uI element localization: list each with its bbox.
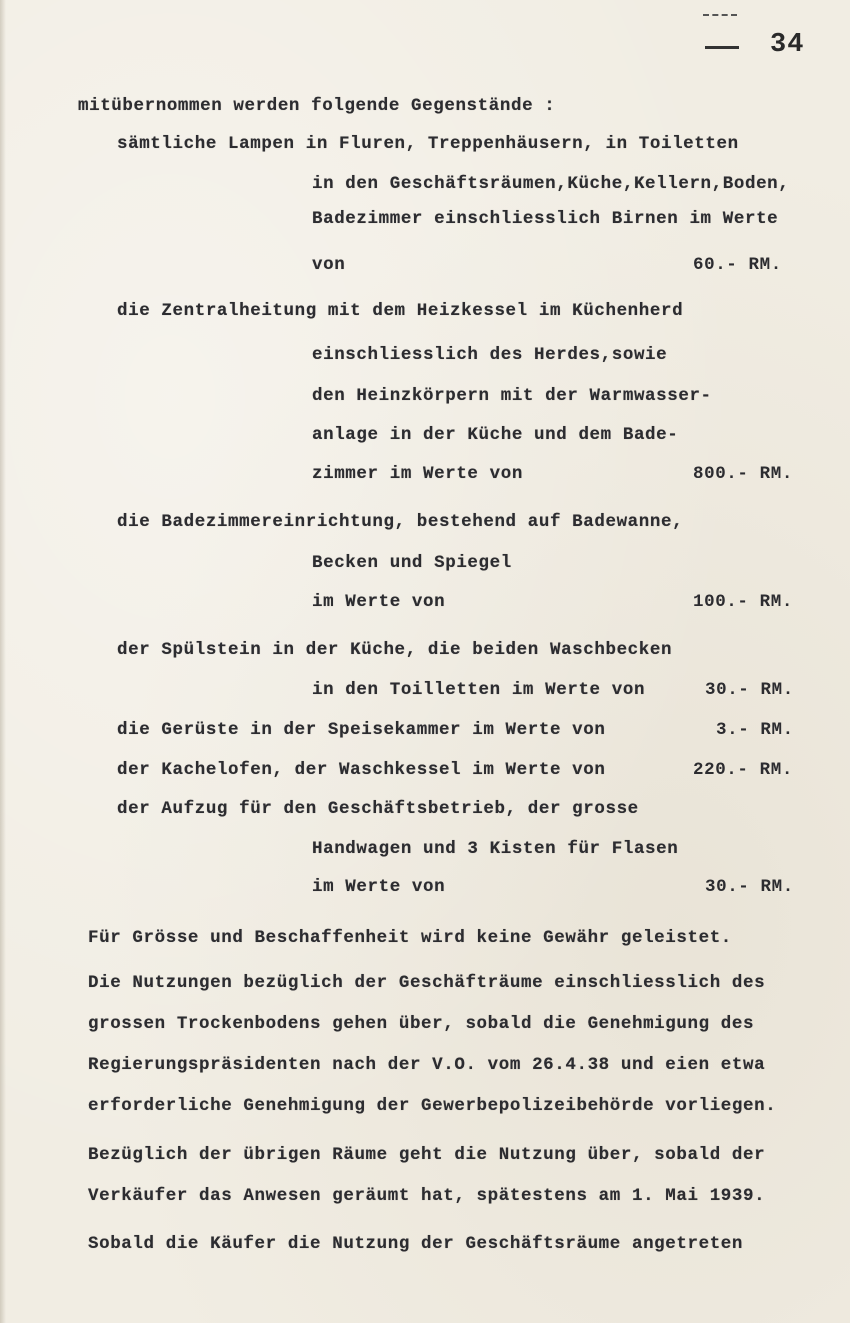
text-line: Verkäufer das Anwesen geräumt hat, spätestens am 1. Mai 1939. xyxy=(88,1186,766,1206)
text-line: einschliesslich des Herdes,sowie xyxy=(312,345,668,365)
text-line: sämtliche Lampen in Fluren, Treppenhäusern, in Toiletten xyxy=(117,134,739,154)
text-line: die Badezimmereinrichtung, bestehend auf Badewanne, xyxy=(117,512,684,532)
text-line: Für Grösse und Beschaffenheit wird keine Gewähr geleistet. xyxy=(88,928,732,948)
text-line: anlage in der Küche und dem Bade- xyxy=(312,425,679,445)
text-line: Handwagen und 3 Kisten für Flasen xyxy=(312,839,679,859)
text-line: in den Toilletten im Werte von xyxy=(312,680,646,700)
text-line: im Werte von xyxy=(312,592,446,612)
text-line: Sobald die Käufer die Nutzung der Geschäftsräume angetreten xyxy=(88,1234,744,1254)
text-line: grossen Trockenbodens gehen über, sobald die Genehmigung des xyxy=(88,1014,755,1034)
text-line: mitübernommen werden folgende Gegenstände : xyxy=(78,96,556,116)
text-line: der Kachelofen, der Waschkessel im Werte von xyxy=(117,760,606,780)
amount-value: 800.- RM. xyxy=(693,464,793,484)
text-line: den Heinzkörpern mit der Warmwasser- xyxy=(312,386,712,406)
top-dash-mark xyxy=(703,14,737,16)
text-line: zimmer im Werte von xyxy=(312,464,523,484)
text-line: Die Nutzungen bezüglich der Geschäfträume einschliesslich des xyxy=(88,973,766,993)
page-number: 34 xyxy=(770,30,805,60)
text-line: die Zentralheitung mit dem Heizkessel im Küchenherd xyxy=(117,301,684,321)
text-line: Becken und Spiegel xyxy=(312,553,512,573)
text-line: der Spülstein in der Küche, die beiden Waschbecken xyxy=(117,640,673,660)
text-line: der Aufzug für den Geschäftsbetrieb, der grosse xyxy=(117,799,639,819)
text-line: in den Geschäftsräumen,Küche,Kellern,Boden, xyxy=(312,174,790,194)
text-line: die Gerüste in der Speisekammer im Werte von xyxy=(117,720,606,740)
text-line: Regierungspräsidenten nach der V.O. vom 26.4.38 und eien etwa xyxy=(88,1055,766,1075)
text-line: Bezüglich der übrigen Räume geht die Nutzung über, sobald der xyxy=(88,1145,766,1165)
amount-value: 220.- RM. xyxy=(693,760,793,780)
amount-value: 100.- RM. xyxy=(693,592,793,612)
amount-value: 30.- RM. xyxy=(705,680,794,700)
amount-value: 60.- RM. xyxy=(693,255,782,275)
text-line: Badezimmer einschliesslich Birnen im Werte xyxy=(312,209,779,229)
amount-value: 30.- RM. xyxy=(705,877,794,897)
text-line: erforderliche Genehmigung der Gewerbepolizeibehörde vorliegen. xyxy=(88,1096,777,1116)
amount-value: 3.- RM. xyxy=(716,720,794,740)
text-line: im Werte von xyxy=(312,877,446,897)
text-line: von xyxy=(312,255,346,275)
paper-edge-shadow xyxy=(0,0,6,1323)
page-number-dash xyxy=(705,46,739,49)
